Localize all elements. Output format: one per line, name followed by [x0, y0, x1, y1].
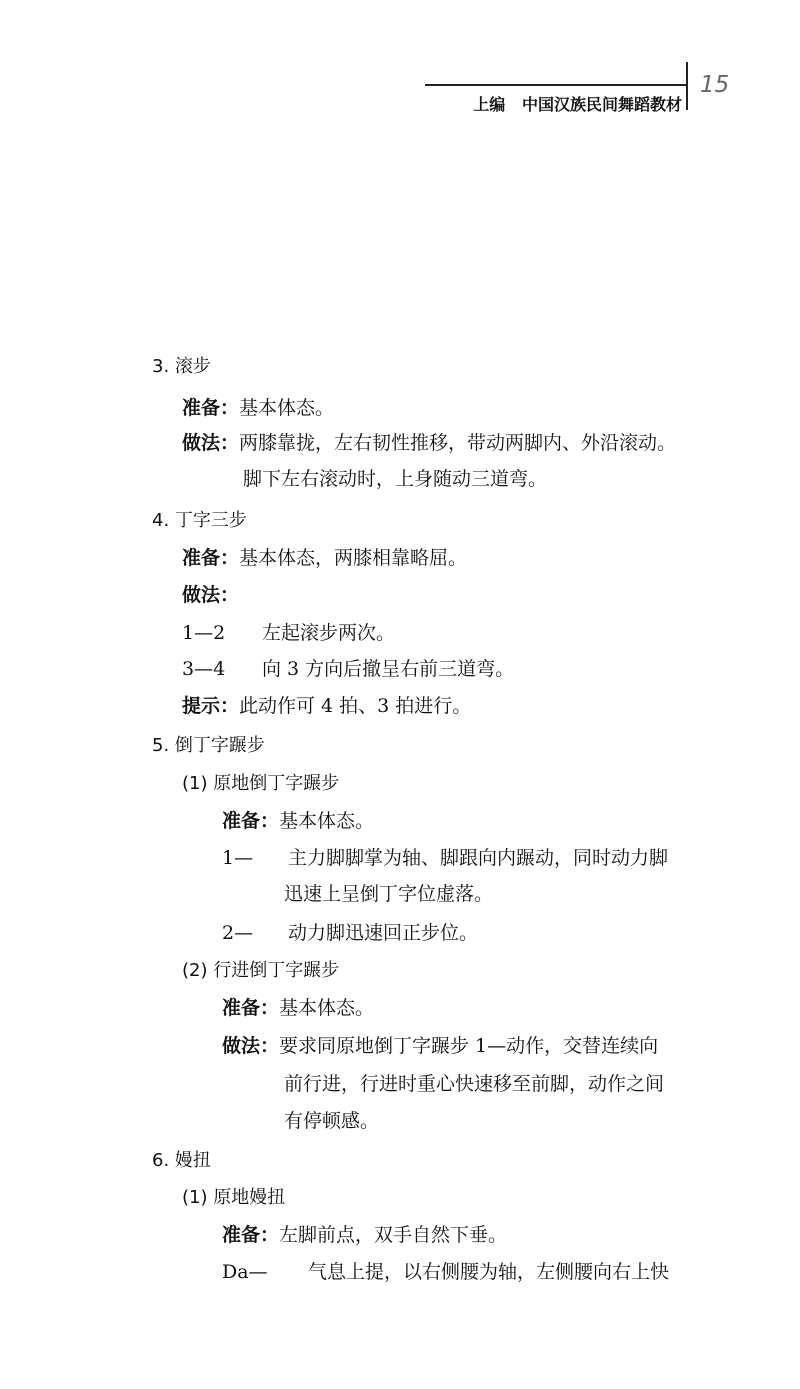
hint-label: 提示：: [182, 695, 240, 717]
prep-text: 基本体态。: [279, 997, 375, 1019]
section-6-sub-1-prep: [222, 1222, 507, 1248]
count-text: 动力脚迅速回正步位。: [288, 922, 479, 944]
section-3-prep: [182, 395, 334, 421]
method-label: 做法：: [222, 1035, 280, 1057]
section-5-sub-1-count-2: [222, 920, 479, 946]
count-number: 2—: [222, 922, 254, 944]
section-4-hint: [182, 693, 471, 719]
header-divider: [686, 62, 688, 110]
section-6-sub-1-title: (1) 原地嫚扭: [182, 1187, 286, 1208]
count-text: 主力脚脚掌为轴、脚跟向内蹍动，同时动力脚: [288, 847, 669, 869]
section-3-method: [182, 430, 676, 456]
section-4-count-1: [182, 620, 396, 646]
count-text: 左起滚步两次。: [262, 622, 396, 644]
section-5-sub-2-title: (2) 行进倒丁字蹍步: [182, 960, 340, 981]
prep-text: 基本体态，两膝相靠略屈。: [239, 547, 468, 569]
section-6-sub-1-count-1: [222, 1259, 670, 1285]
section-5-sub-2-prep: [222, 995, 374, 1021]
running-head: 上编 中国汉族民间舞蹈教材: [473, 95, 682, 114]
section-5-sub-1-prep: [222, 808, 374, 834]
prep-label: 准备：: [222, 810, 280, 832]
section-5-title: 5. 倒丁字蹍步: [152, 735, 265, 756]
section-5-sub-1-count-1-cont: 迅速上呈倒丁字位虚落。: [284, 883, 494, 905]
prep-label: 准备：: [222, 1224, 280, 1246]
section-4-title: 4. 丁字三步: [152, 510, 247, 531]
count-number: 1—: [222, 847, 254, 869]
header-rule: [425, 84, 687, 86]
section-6-title: 6. 嫚扭: [152, 1150, 211, 1171]
prep-label: 准备：: [182, 397, 240, 419]
prep-text: 基本体态。: [279, 810, 375, 832]
section-3-title: 3. 滚步: [152, 356, 211, 377]
section-5-sub-1-title: (1) 原地倒丁字蹍步: [182, 773, 340, 794]
prep-label: 准备：: [222, 997, 280, 1019]
section-4-count-2: [182, 656, 515, 682]
section-4-prep: [182, 545, 467, 571]
method-text: 两膝靠拢，左右韧性推移，带动两脚内、外沿滚动。: [239, 432, 677, 454]
section-4-method-label: 做法：: [182, 584, 240, 606]
section-5-sub-2-method: [222, 1033, 658, 1059]
prep-label: 准备：: [182, 547, 240, 569]
section-3-method-cont: 脚下左右滚动时，上身随动三道弯。: [243, 468, 548, 490]
method-label: 做法：: [182, 432, 240, 454]
section-5-sub-2-method-cont-2: 有停顿感。: [284, 1110, 380, 1132]
count-number: 1—2: [182, 622, 226, 644]
count-number: Da—: [222, 1261, 268, 1283]
count-text: 向 3 方向后撤呈右前三道弯。: [262, 658, 515, 680]
method-text: 要求同原地倒丁字蹍步 1—动作，交替连续向: [279, 1035, 659, 1057]
hint-text: 此动作可 4 拍、3 拍进行。: [239, 695, 472, 717]
page-number: 15: [700, 72, 730, 98]
count-text: 气息上提，以右侧腰为轴，左侧腰向右上快: [308, 1261, 670, 1283]
prep-text: 左脚前点，双手自然下垂。: [279, 1224, 508, 1246]
section-5-sub-2-method-cont-1: 前行进，行进时重心快速移至前脚，动作之间: [284, 1073, 665, 1095]
section-5-sub-1-count-1: [222, 845, 669, 871]
count-number: 3—4: [182, 658, 226, 680]
prep-text: 基本体态。: [239, 397, 335, 419]
